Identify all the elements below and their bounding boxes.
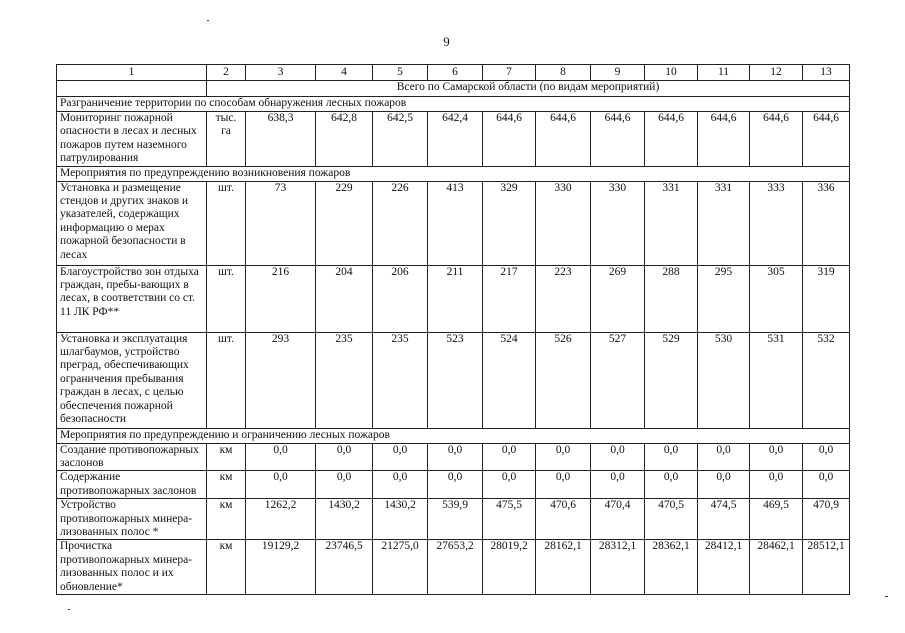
row-name: Благоустройство зон отдыха граждан, пребы-вающих в лесах, в соответствии со ст. 11 ЛК РФ** xyxy=(57,265,207,332)
row-name: Мониторинг пожарной опасности в лесах и лесных пожаров путем наземного патрулирования xyxy=(57,112,207,167)
column-header: 2 xyxy=(207,65,246,81)
value-cell: 642,8 xyxy=(316,112,373,167)
value-cell: 532 xyxy=(803,332,850,428)
value-cell: 475,5 xyxy=(483,499,536,540)
value-cell: 470,4 xyxy=(591,499,645,540)
table-title-row xyxy=(57,81,850,97)
column-header: 3 xyxy=(246,65,316,81)
value-cell: 206 xyxy=(373,265,428,332)
row-unit: тыс. га xyxy=(207,112,246,167)
row-unit: км xyxy=(207,471,246,499)
value-cell: 217 xyxy=(483,265,536,332)
value-cell: 330 xyxy=(536,181,591,265)
value-cell: 0,0 xyxy=(428,471,483,499)
value-cell: 211 xyxy=(428,265,483,332)
row-unit: км xyxy=(207,499,246,540)
column-header: 1 xyxy=(57,65,207,81)
row-unit: км xyxy=(207,540,246,595)
value-cell: 0,0 xyxy=(803,471,850,499)
value-cell: 470,9 xyxy=(803,499,850,540)
value-cell: 305 xyxy=(750,265,803,332)
value-cell: 0,0 xyxy=(698,443,750,471)
section-row xyxy=(57,166,850,181)
column-header: 4 xyxy=(316,65,373,81)
row-name: Установка и размещение стендов и других знаков и указателей, содержащих информацию о мерах пожарной безопасности в лесах xyxy=(57,181,207,265)
value-cell: 235 xyxy=(373,332,428,428)
table-row xyxy=(57,112,850,167)
value-cell: 644,6 xyxy=(645,112,698,167)
value-cell: 0,0 xyxy=(428,443,483,471)
value-cell: 336 xyxy=(803,181,850,265)
value-cell: 28512,1 xyxy=(803,540,850,595)
value-cell: 0,0 xyxy=(246,443,316,471)
column-header: 12 xyxy=(750,65,803,81)
scan-speck xyxy=(207,20,209,21)
page-number: 9 xyxy=(443,34,450,49)
value-cell: 28462,1 xyxy=(750,540,803,595)
row-name: Устройство противопожарных минера-лизованных полос * xyxy=(57,499,207,540)
value-cell: 0,0 xyxy=(803,443,850,471)
value-cell: 526 xyxy=(536,332,591,428)
row-unit: шт. xyxy=(207,265,246,332)
value-cell: 204 xyxy=(316,265,373,332)
value-cell: 470,6 xyxy=(536,499,591,540)
section-row xyxy=(57,97,850,112)
row-unit: шт. xyxy=(207,181,246,265)
column-numbers-row xyxy=(57,65,850,81)
column-header: 10 xyxy=(645,65,698,81)
value-cell: 0,0 xyxy=(591,443,645,471)
table-row xyxy=(57,471,850,499)
value-cell: 28312,1 xyxy=(591,540,645,595)
value-cell: 644,6 xyxy=(698,112,750,167)
value-cell: 644,6 xyxy=(536,112,591,167)
value-cell: 331 xyxy=(698,181,750,265)
value-cell: 644,6 xyxy=(591,112,645,167)
value-cell: 1430,2 xyxy=(316,499,373,540)
value-cell: 644,6 xyxy=(750,112,803,167)
value-cell: 0,0 xyxy=(645,443,698,471)
value-cell: 413 xyxy=(428,181,483,265)
value-cell: 330 xyxy=(591,181,645,265)
table-row xyxy=(57,540,850,595)
value-cell: 0,0 xyxy=(246,471,316,499)
table-row xyxy=(57,181,850,265)
table-row xyxy=(57,499,850,540)
value-cell: 293 xyxy=(246,332,316,428)
column-header: 9 xyxy=(591,65,645,81)
value-cell: 329 xyxy=(483,181,536,265)
value-cell: 0,0 xyxy=(373,443,428,471)
value-cell: 644,6 xyxy=(483,112,536,167)
row-unit: км xyxy=(207,443,246,471)
section-title: Разграничение территории по способам обнаружения лесных пожаров xyxy=(57,97,850,112)
section-row xyxy=(57,428,850,443)
scan-speck xyxy=(68,609,70,610)
value-cell: 0,0 xyxy=(316,471,373,499)
value-cell: 28412,1 xyxy=(698,540,750,595)
value-cell: 19129,2 xyxy=(246,540,316,595)
value-cell: 642,5 xyxy=(373,112,428,167)
value-cell: 469,5 xyxy=(750,499,803,540)
column-header: 11 xyxy=(698,65,750,81)
column-header: 13 xyxy=(803,65,850,81)
value-cell: 216 xyxy=(246,265,316,332)
value-cell: 0,0 xyxy=(483,443,536,471)
value-cell: 0,0 xyxy=(483,471,536,499)
table-title: Всего по Самарской области (по видам мероприятий) xyxy=(207,81,850,97)
value-cell: 539,9 xyxy=(428,499,483,540)
row-name: Прочистка противопожарных минера-лизованных полос и их обновление* xyxy=(57,540,207,595)
value-cell: 288 xyxy=(645,265,698,332)
value-cell: 1430,2 xyxy=(373,499,428,540)
table-row xyxy=(57,332,850,428)
table-row xyxy=(57,443,850,471)
column-header: 7 xyxy=(483,65,536,81)
value-cell: 295 xyxy=(698,265,750,332)
value-cell: 223 xyxy=(536,265,591,332)
value-cell: 529 xyxy=(645,332,698,428)
value-cell: 524 xyxy=(483,332,536,428)
row-name: Создание противопожарных заслонов xyxy=(57,443,207,471)
row-unit: шт. xyxy=(207,332,246,428)
activities-table xyxy=(56,64,850,595)
column-header: 6 xyxy=(428,65,483,81)
value-cell: 0,0 xyxy=(750,471,803,499)
value-cell: 0,0 xyxy=(645,471,698,499)
value-cell: 642,4 xyxy=(428,112,483,167)
value-cell: 226 xyxy=(373,181,428,265)
row-name: Установка и эксплуатация шлагбаумов, устройство преград, обеспечивающих ограничения пребывания граждан в лесах, с целью обеспечения пожарной безопасности xyxy=(57,332,207,428)
value-cell: 0,0 xyxy=(316,443,373,471)
value-cell: 319 xyxy=(803,265,850,332)
value-cell: 470,5 xyxy=(645,499,698,540)
value-cell: 73 xyxy=(246,181,316,265)
value-cell: 28162,1 xyxy=(536,540,591,595)
value-cell: 531 xyxy=(750,332,803,428)
column-header: 8 xyxy=(536,65,591,81)
value-cell: 530 xyxy=(698,332,750,428)
value-cell: 331 xyxy=(645,181,698,265)
value-cell: 638,3 xyxy=(246,112,316,167)
value-cell: 21275,0 xyxy=(373,540,428,595)
value-cell: 235 xyxy=(316,332,373,428)
value-cell: 0,0 xyxy=(591,471,645,499)
section-title: Мероприятия по предупреждению и ограничению лесных пожаров xyxy=(57,428,850,443)
value-cell: 644,6 xyxy=(803,112,850,167)
value-cell: 0,0 xyxy=(373,471,428,499)
value-cell: 0,0 xyxy=(698,471,750,499)
column-header: 5 xyxy=(373,65,428,81)
value-cell: 28019,2 xyxy=(483,540,536,595)
value-cell: 523 xyxy=(428,332,483,428)
value-cell: 0,0 xyxy=(750,443,803,471)
value-cell: 527 xyxy=(591,332,645,428)
value-cell: 229 xyxy=(316,181,373,265)
value-cell: 28362,1 xyxy=(645,540,698,595)
section-title: Мероприятия по предупреждению возникновения пожаров xyxy=(57,166,850,181)
value-cell: 333 xyxy=(750,181,803,265)
value-cell: 0,0 xyxy=(536,443,591,471)
value-cell: 27653,2 xyxy=(428,540,483,595)
value-cell: 23746,5 xyxy=(316,540,373,595)
row-name: Содержание противопожарных заслонов xyxy=(57,471,207,499)
value-cell: 269 xyxy=(591,265,645,332)
scan-speck xyxy=(885,596,888,597)
value-cell: 0,0 xyxy=(536,471,591,499)
value-cell: 474,5 xyxy=(698,499,750,540)
value-cell: 1262,2 xyxy=(246,499,316,540)
table-row xyxy=(57,265,850,332)
